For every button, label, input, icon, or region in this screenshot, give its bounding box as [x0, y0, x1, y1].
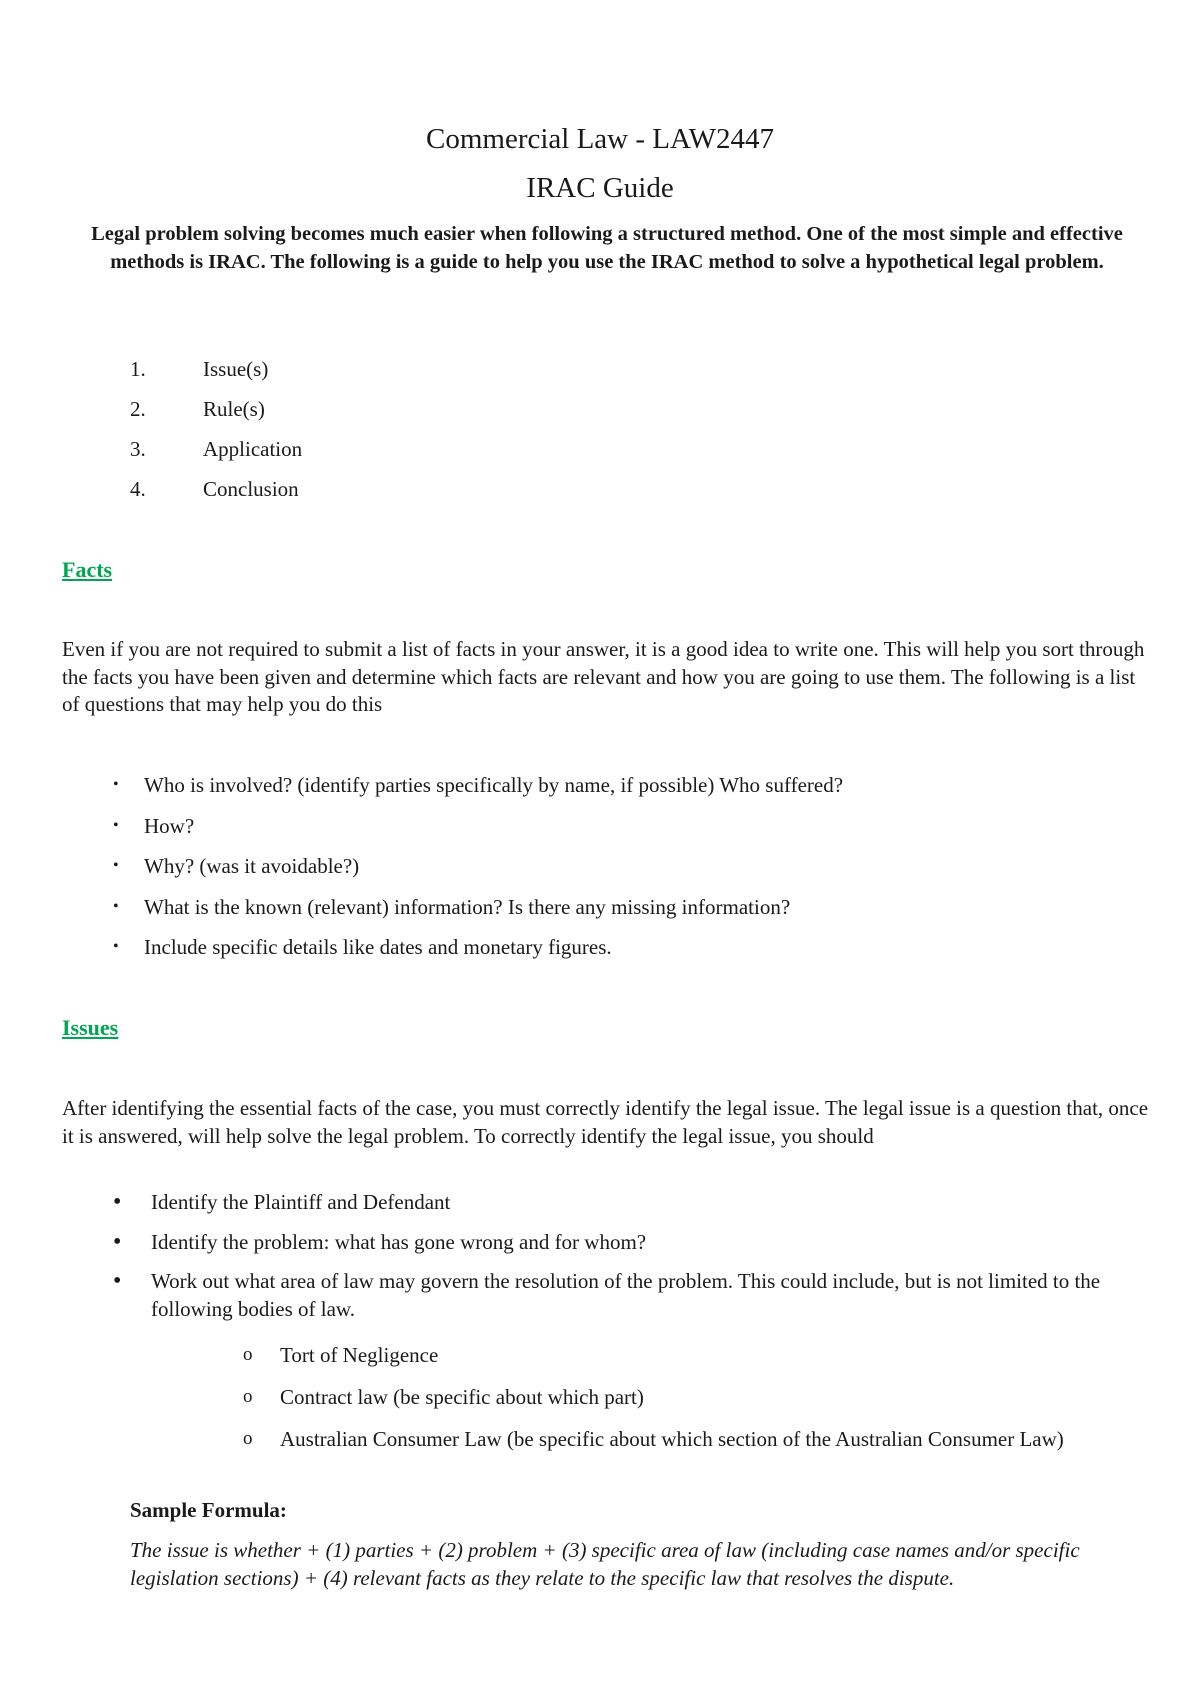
list-item-text: Tort of Negligence — [280, 1343, 439, 1367]
list-item — [130, 395, 302, 435]
bullet-icon: • — [113, 1189, 122, 1215]
list-item-text: Work out what area of law may govern the resolution of the problem. This could include, but is not limited to the following bodies of law. — [151, 1269, 1101, 1321]
bullet-icon: • — [113, 938, 119, 955]
list-number: 2. — [130, 397, 146, 421]
list-item — [113, 852, 843, 893]
list-item-text: Who is involved? (identify parties specifically by name, if possible) Who suffered? — [144, 773, 844, 797]
bullet-icon: • — [113, 1228, 122, 1255]
document-subtitle: IRAC Guide — [526, 172, 674, 204]
sample-formula-label: Sample Formula: — [130, 1498, 287, 1522]
list-item-text: What is the known (relevant) information? Is there any missing information? — [144, 894, 791, 919]
list-number: 3. — [130, 437, 146, 461]
list-item — [113, 1189, 1133, 1217]
circle-bullet-icon: o — [243, 1344, 253, 1365]
issues-steps-list — [113, 1189, 1133, 1335]
list-item-text: Australian Consumer Law (be specific about which section of the Australian Consumer Law) — [280, 1427, 1064, 1451]
facts-paragraph: Even if you are not required to submit a list of facts in your answer, it is a good idea to write one. This will help you sort through the facts you have been given and determine which facts are relevant and how you are going to use them. The following is a list of questions that may help you do this — [62, 637, 1145, 716]
list-item — [130, 475, 302, 515]
list-item-text: Include specific details like dates and monetary figures. — [144, 935, 612, 959]
list-item — [113, 1268, 1133, 1323]
list-number: 1. — [130, 357, 146, 381]
irac-steps-list — [130, 355, 302, 515]
bodies-of-law-list — [243, 1341, 1143, 1467]
facts-questions-list — [113, 771, 843, 974]
list-item — [113, 933, 843, 974]
list-item-label: Application — [203, 437, 303, 461]
list-item — [130, 355, 302, 395]
list-item-text: Identify the Plaintiff and Defendant — [151, 1190, 451, 1214]
list-item-text: Identify the problem: what has gone wrong and for whom? — [151, 1229, 647, 1254]
list-item — [130, 435, 302, 475]
list-item — [113, 1229, 1133, 1257]
list-item-label: Conclusion — [203, 477, 299, 501]
list-item — [243, 1383, 1143, 1411]
bullet-icon: • — [113, 857, 119, 874]
circle-bullet-icon: o — [243, 1428, 253, 1449]
facts-heading: Facts — [62, 557, 113, 582]
sample-formula-text: The issue is whether + (1) parties + (2) problem + (3) specific area of law (including case names and/or specific legislation sections) + (4) relevant facts as they relate to the specific law that resolves the dispute. — [130, 1538, 1080, 1590]
bullet-icon: • — [113, 1268, 122, 1294]
bullet-icon: • — [113, 776, 119, 793]
list-item-label: Rule(s) — [203, 397, 265, 421]
list-item — [243, 1425, 1143, 1453]
list-item-text: Contract law (be specific about which part) — [280, 1385, 644, 1409]
issues-heading: Issues — [62, 1015, 119, 1040]
issues-paragraph: After identifying the essential facts of the case, you must correctly identify the legal issue. The legal issue is a question that, once it is answered, will help solve the legal problem. To correctly identify the legal issue, you should — [62, 1096, 1149, 1148]
list-number: 4. — [130, 477, 146, 501]
list-item — [113, 812, 843, 853]
list-item-label: Issue(s) — [203, 357, 269, 381]
list-item-text: Why? (was it avoidable?) — [144, 854, 360, 878]
document-title: Commercial Law - LAW2447 — [426, 123, 774, 155]
list-item — [113, 893, 843, 934]
list-item-text: How? — [144, 813, 195, 838]
bullet-icon: • — [113, 816, 119, 834]
bullet-icon: • — [113, 897, 119, 915]
circle-bullet-icon: o — [243, 1386, 253, 1407]
list-item — [243, 1341, 1143, 1369]
intro-paragraph: Legal problem solving becomes much easier when following a structured method. One of the most simple and effective methods is IRAC. The following is a guide to help you use the IRAC method to solve a hypothetical legal problem. — [91, 223, 1123, 273]
list-item — [113, 771, 843, 812]
